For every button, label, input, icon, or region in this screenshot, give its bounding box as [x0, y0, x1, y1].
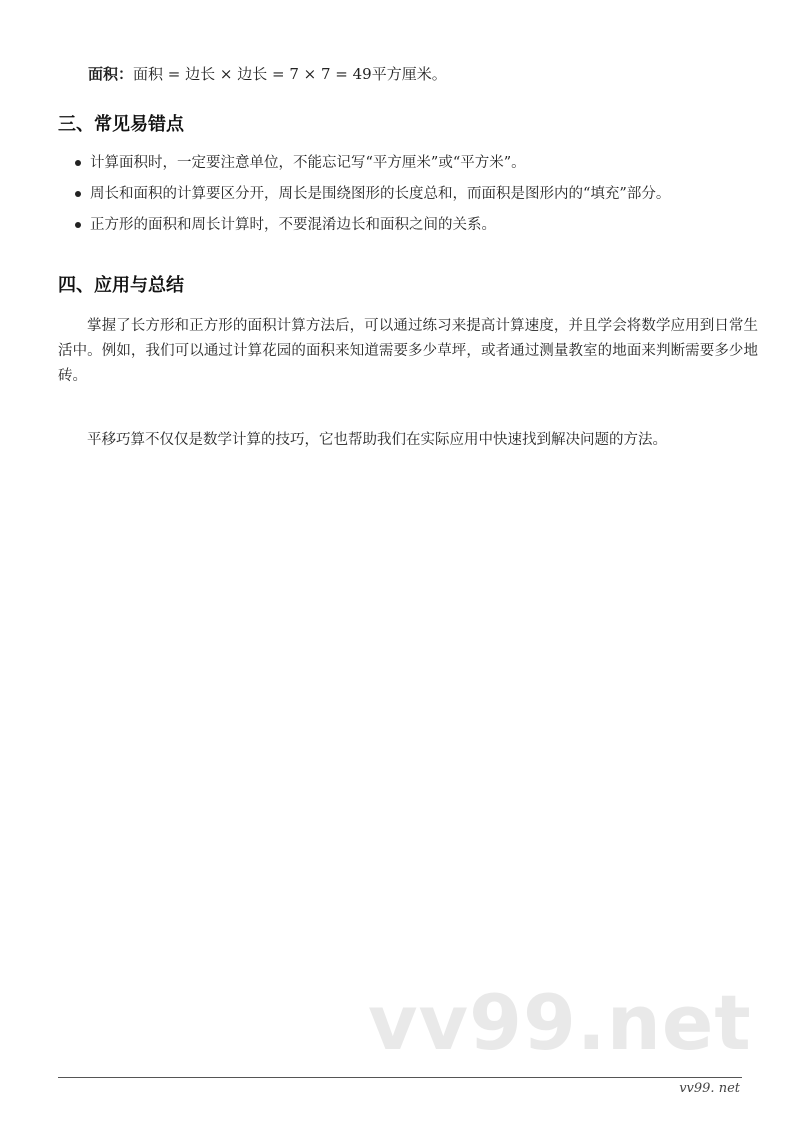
list-item — [72, 152, 670, 183]
footer-site-text: vv99. net — [679, 1081, 740, 1096]
watermark: vv99.net — [368, 978, 752, 1067]
common-mistakes-list — [72, 152, 670, 245]
summary-paragraph: 平移巧算不仅仅是数学计算的技巧，它也帮助我们在实际应用中快速找到解决问题的方法。 — [87, 432, 667, 448]
section-heading-application-summary: 四、应用与总结 — [58, 275, 184, 296]
summary-paragraph: 掌握了长方形和正方形的面积计算方法后，可以通过练习来提高计算速度，并且学会将数学应用到日常生活中。例如，我们可以通过计算花园的面积来知道需要多少草坪，或者通过测量教室的地面来判断需要多少地砖。 — [58, 318, 758, 384]
area-formula-label: 面积： — [88, 65, 134, 83]
list-item — [72, 214, 670, 245]
footer-divider — [58, 1077, 742, 1078]
bullet-icon — [75, 222, 81, 228]
bullet-icon — [75, 160, 81, 166]
area-formula-line — [88, 62, 447, 86]
list-item — [72, 183, 670, 214]
bullet-icon — [75, 191, 81, 197]
list-item-text: 计算面积时，一定要注意单位，不能忘记写“平方厘米”或“平方米”。 — [90, 155, 526, 171]
section-heading-common-mistakes: 三、常见易错点 — [58, 114, 184, 135]
area-formula-text: 面积 = 边长 × 边长 = 7 × 7 = 49平方厘米。 — [133, 65, 447, 83]
list-item-text: 正方形的面积和周长计算时，不要混淆边长和面积之间的关系。 — [90, 217, 496, 233]
list-item-text: 周长和面积的计算要区分开，周长是围绕图形的长度总和，而面积是图形内的“填充”部分。 — [90, 186, 671, 202]
